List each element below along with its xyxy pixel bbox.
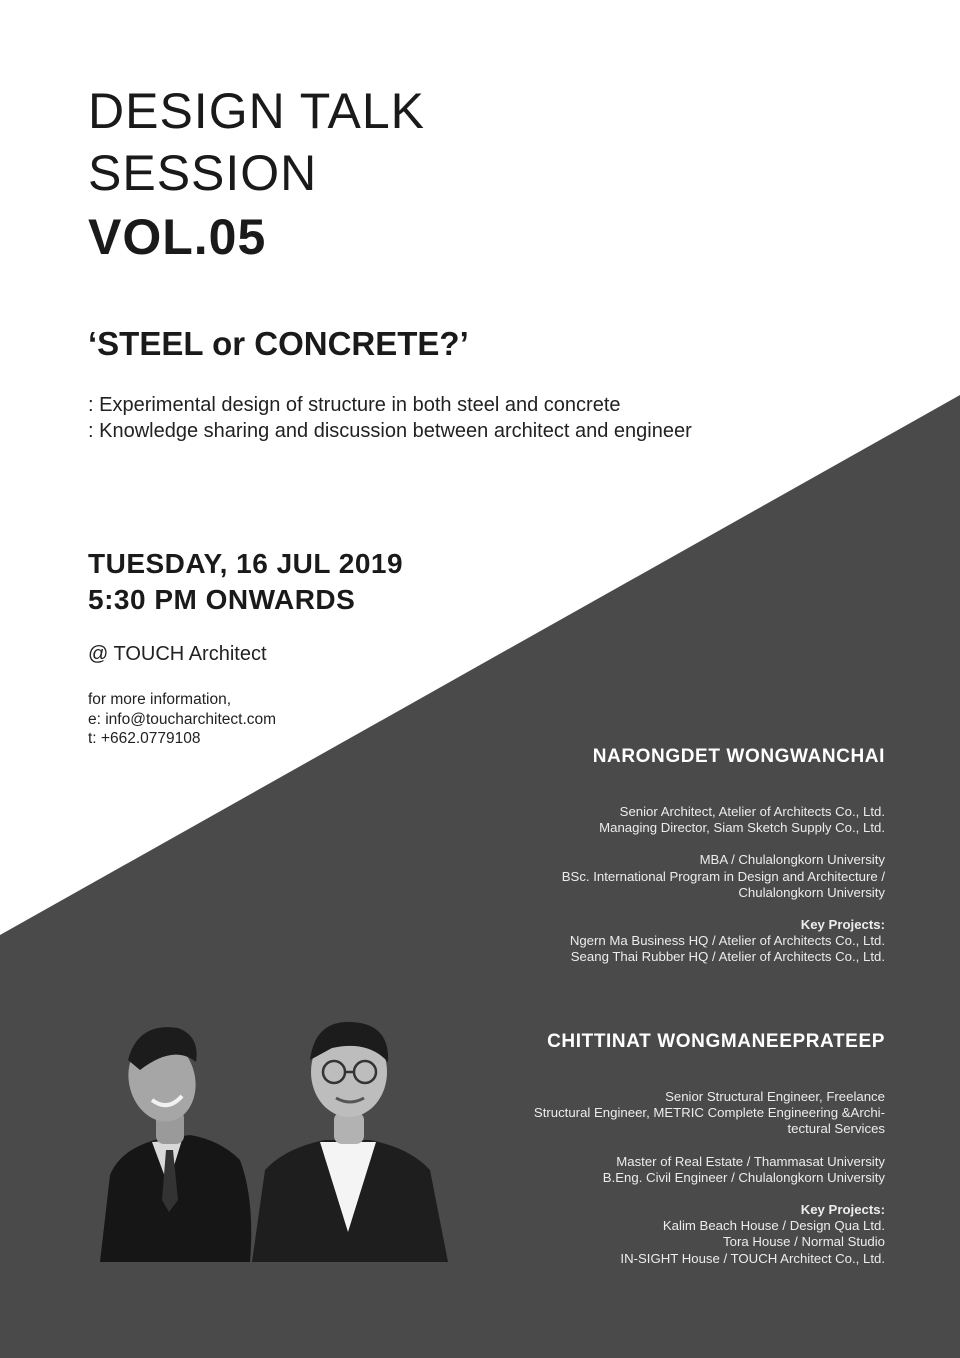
topic-bullets	[88, 392, 692, 444]
contact-phone: t: +662.0779108	[88, 730, 201, 747]
speaker-photo-narongdet	[100, 1027, 251, 1262]
speaker-education: BSc. International Program in Design and Architecture /	[561, 868, 885, 884]
event-date: TUESDAY, 16 JUL 2019	[88, 548, 404, 579]
key-project: Kalim Beach House / Design Qua Ltd.	[662, 1218, 885, 1234]
speaker-role: Structural Engineer, METRIC Complete Engineering &Archi-	[533, 1105, 885, 1121]
key-project: Seang Thai Rubber HQ / Atelier of Architects Co., Ltd.	[570, 949, 885, 965]
speaker-education: MBA / Chulalongkorn University	[699, 852, 885, 868]
event-title	[88, 80, 425, 204]
speaker-name: CHITTINAT WONGMANEEPRATEEP	[547, 1031, 885, 1052]
bullet-line: : Knowledge sharing and discussion between architect and engineer	[88, 420, 692, 442]
speaker-education: B.Eng. Civil Engineer / Chulalongkorn University	[602, 1169, 885, 1185]
key-projects-label: Key Projects:	[800, 917, 885, 933]
speaker-role: Senior Architect, Atelier of Architects Co., Ltd.	[619, 804, 885, 819]
contact-info	[88, 690, 276, 749]
talk-topic: ‘STEEL or CONCRETE?’	[88, 325, 469, 362]
key-project: Ngern Ma Business HQ / Atelier of Architects Co., Ltd.	[569, 933, 885, 949]
speaker-photo-chittinat	[252, 1022, 448, 1262]
event-datetime	[88, 546, 403, 618]
speaker-photos	[70, 1000, 510, 1270]
speaker-narongdet	[562, 744, 885, 966]
speaker-chittinat	[534, 1029, 885, 1267]
title-line-2: SESSION	[88, 145, 318, 201]
speaker-education: Master of Real Estate / Thammasat University	[616, 1153, 885, 1169]
speaker-role: Senior Structural Engineer, Freelance	[665, 1089, 885, 1104]
speaker-role: Managing Director, Siam Sketch Supply Co., Ltd.	[599, 820, 885, 836]
key-project: Tora House / Normal Studio	[723, 1234, 885, 1250]
title-line-1: DESIGN TALK	[88, 83, 426, 139]
contact-email: e: info@toucharchitect.com	[88, 710, 277, 728]
speaker-name: NARONGDET WONGWANCHAI	[592, 746, 885, 767]
event-venue: @ TOUCH Architect	[88, 643, 267, 665]
volume-number: VOL.05	[88, 209, 267, 265]
key-projects-label: Key Projects:	[800, 1202, 885, 1218]
speaker-role: tectural Services	[787, 1121, 885, 1137]
key-project: IN-SIGHT House / TOUCH Architect Co., Ltd.	[620, 1250, 885, 1266]
bullet-line: : Experimental design of structure in both steel and concrete	[88, 394, 621, 416]
contact-label: for more information,	[88, 691, 231, 708]
event-time: 5:30 PM ONWARDS	[88, 584, 356, 615]
speaker-education: Chulalongkorn University	[738, 884, 885, 900]
